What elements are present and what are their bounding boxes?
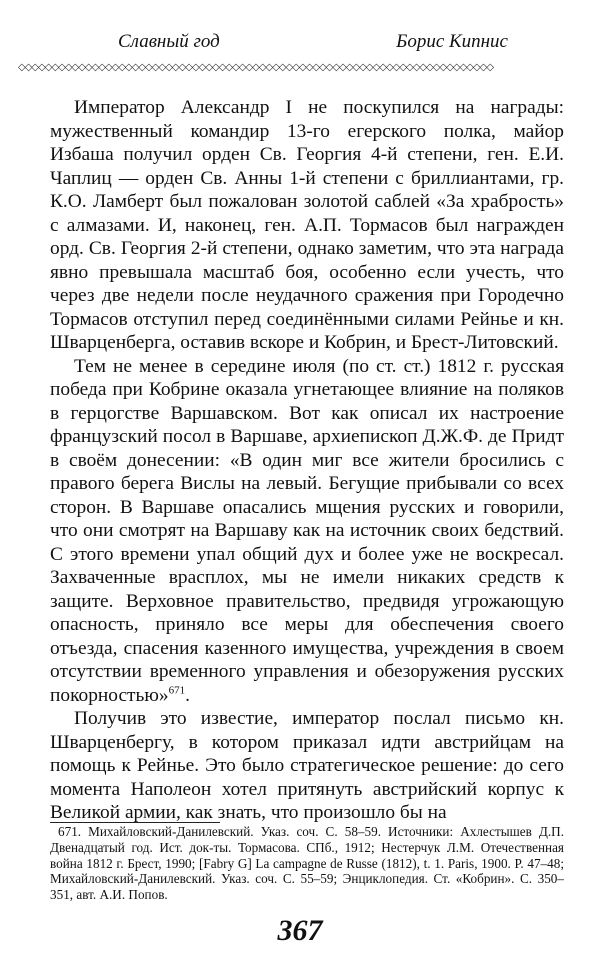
page-number: 367 (277, 914, 323, 947)
paragraph-text: Тем не менее в середине июля (по ст. ст.) 1812 г. русская победа при Кобрине оказала угнетающее влияние на поляков в герцогстве Варшавском. Вот как описал их настроение французский посол в Варшаве, архиепископ Д.Ж.Ф. де Придт в своём донесении: «В один миг все жители бросились с правого берега Вислы на левый. Бегущие прибывали со всех сторон. В Варшаве опасались мщения русских и говорили, что они смотрят на Варшаву как на источник своих бедствий. С этого времени упал общий дух и более уже не воскресал. Захваченные врасплох, мы не имели никаких средств к защите. Верховное правительство, предвидя угрожающую опасность, приняло все меры для обеспечения своего отъезда, спасения казенного имущества, учреждения в своем отсутствии временного управления и обезоружения русских покорностью» (50, 355, 564, 706)
running-head-author: Борис Кипнис (396, 31, 508, 52)
header-ornament: ◇◇◇◇◇◇◇◇◇◇◇◇◇◇◇◇◇◇◇◇◇◇◇◇◇◇◇◇◇◇◇◇◇◇◇◇◇◇◇◇◇◇◇◇◇◇◇◇◇◇◇◇◇◇◇◇◇◇◇◇◇◇◇◇◇◇◇◇◇◇◇ (18, 62, 494, 73)
footnote-text: 671. Михайловский-Данилевский. Указ. соч. С. 58–59. Источники: Ахлестышев Д.П. Двенадцатый год. Ист. док-ты. Тормасова. СПб., 1912; Нестерчук Л.М. Отечественная война 1812 г. Брест, 1990; [Fabry G] La campagne de Russe (1812), t. 1. Paris, 1900. P. 47–48; Михайловский-Данилевский. Указ. соч. С. 55–59; Энциклопедия. Ст. «Кобрин». С. 350–351, авт. А.И. Попов. (50, 824, 564, 903)
footnote-divider (50, 822, 220, 823)
footnote (50, 824, 564, 903)
running-head (118, 30, 508, 54)
main-text (50, 96, 564, 825)
paragraph: Получив это известие, император послал письмо кн. Шварценбергу, в котором приказал идти австрийцам на помощь к Рейнье. Это было стратегическое решение: до сего момента Наполеон хотел притянуть австрийский корпус к Великой армии, как знать, что произошло бы на (50, 708, 564, 823)
paragraph: Император Александр I не поскупился на награды: мужественный командир 13-го егерского полка, майор Избаша получил орден Св. Георгия 4-й степени, ген. Е.И. Чаплиц — орден Св. Анны 1-й степени с бриллиантами, гр. К.О. Ламберт был пожалован золотой саблей «За храбрость» с алмазами. И, наконец, ген. А.П. Тормасов был награжден орд. Св. Георгия 2-й степени, однако заметим, что эта награда явно превышала масштаб боя, особенно если учесть, что через две недели после неудачного сражения при Городечно Тормасов отступил перед соединёнными силами Рейнье и кн. Шварценберга, оставив вскоре и Кобрин, и Брест-Литовский. (50, 97, 564, 353)
running-head-title: Славный год (118, 31, 220, 52)
footnote-reference: 671 (168, 684, 186, 697)
paragraph-end: . (185, 684, 190, 706)
paragraph (50, 355, 564, 708)
